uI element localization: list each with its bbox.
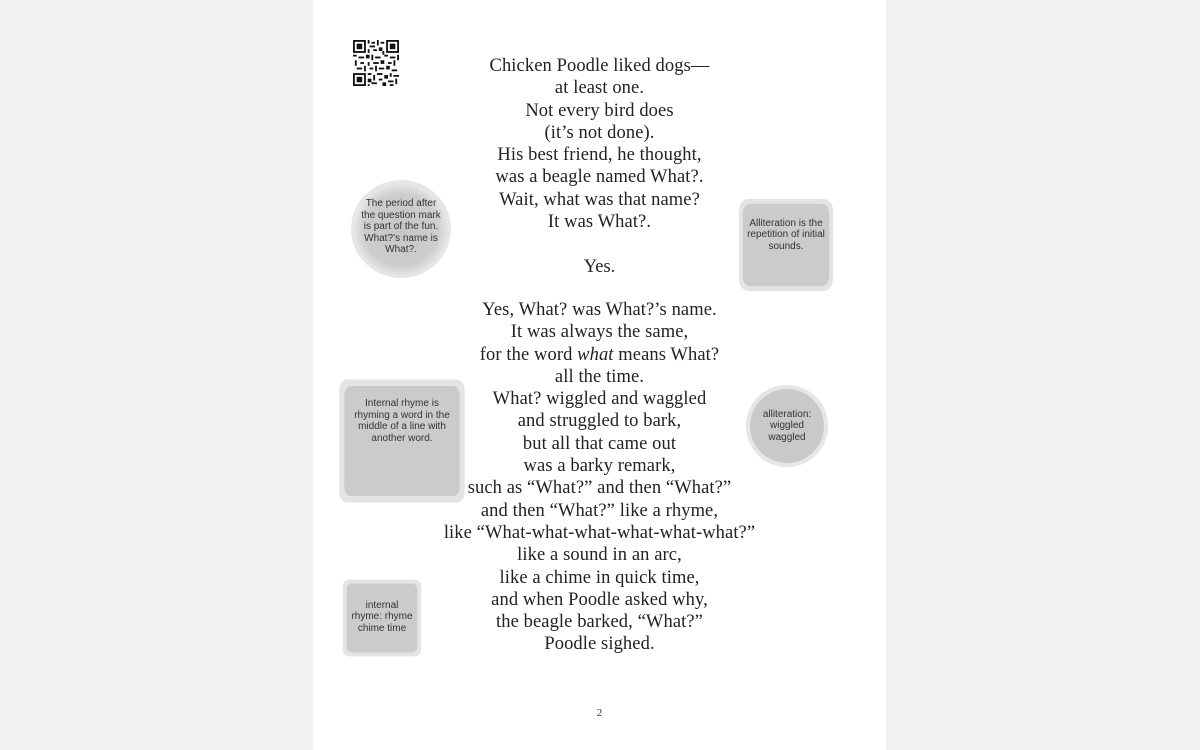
poem-line: was a beagle named What?. <box>495 167 704 188</box>
italic-word: what <box>577 344 614 365</box>
poem-line: Chicken Poodle liked dogs— <box>489 56 710 76</box>
annotation-alliteration-definition <box>738 197 834 273</box>
annotation-internal-rhyme-example <box>342 578 422 656</box>
poem-line: What? wiggled and waggled <box>492 389 707 410</box>
poem-line: such as “What?” and then “What?” <box>467 478 732 499</box>
poem-text: means What? <box>613 344 720 365</box>
poem-line: all the time. <box>554 366 645 387</box>
note-text: alliteration: wiggled waggled <box>762 408 812 443</box>
note-text: Alliteration is the repetition of initial sounds. <box>747 217 825 252</box>
poem-line: Poodle sighed. <box>544 634 655 655</box>
poem-line: It was always the same, <box>510 322 689 343</box>
poem-line-with-italic <box>313 344 886 366</box>
poem-line: the beagle barked, “What?” <box>495 612 703 633</box>
poem-line: It was What?. <box>547 212 652 233</box>
poem-line: His best friend, he thought, <box>497 145 702 166</box>
poem-line: like a sound in an arc, <box>517 545 682 566</box>
note-text: The period after the question mark is part of the fun. What?’s name is What?. <box>361 198 441 256</box>
poem-line: Yes, What? was What?’s name. <box>482 300 717 320</box>
annotation-internal-rhyme-definition <box>338 377 466 465</box>
poem-line: and then “What?” like a rhyme, <box>480 500 719 521</box>
annotation-period-note <box>350 178 452 276</box>
note-text: internal rhyme: rhyme chime time <box>351 599 413 634</box>
page-number: 2 <box>596 707 603 719</box>
poem-line: like a chime in quick time, <box>499 567 700 588</box>
poem-line: and struggled to bark, <box>517 411 682 432</box>
poem-line: at least one. <box>554 78 645 99</box>
poem-line: like “What-what-what-what-what-what?” <box>443 522 756 543</box>
poem-line: Not every bird does <box>525 100 674 121</box>
poem-line: was a barky remark, <box>523 456 676 477</box>
poem-line: Wait, what was that name? <box>499 189 700 210</box>
poem-line: and when Poodle asked why, <box>491 589 708 610</box>
poem-yes-line: Yes. <box>583 257 616 277</box>
annotation-alliteration-example <box>745 384 829 468</box>
note-text: Internal rhyme is rhyming a word in the middle of a line with another word. <box>354 398 450 444</box>
book-page <box>313 0 886 750</box>
poem-line: (it’s not done). <box>544 122 655 143</box>
poem-text: for the word <box>479 344 578 365</box>
poem-line: but all that came out <box>522 433 677 454</box>
